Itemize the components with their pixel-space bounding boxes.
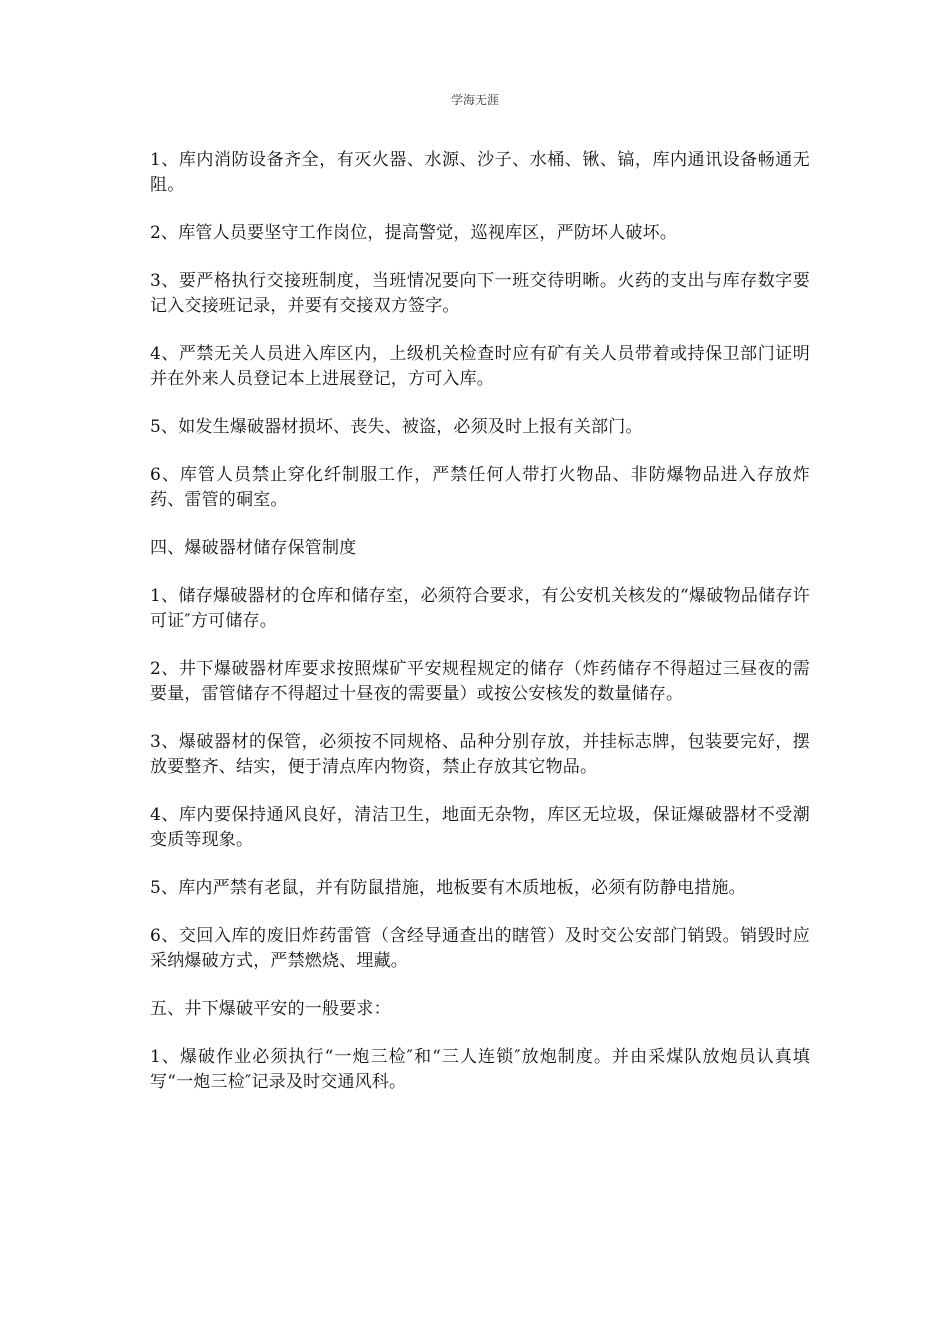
paragraph-access-control: 4、严禁无关人员进入库区内，上级机关检查时应有矿有关人员带着或持保卫部门证明并在外来人员登记本上进展登记，方可入库。 (150, 344, 810, 389)
paragraph-blasting-checks: 1、爆破作业必须执行“一炮三检″和“三人连锁″放炮制度。并由采煤队放炮员认真填写“一炮三检″记录及时交通风科。 (150, 1047, 810, 1092)
paragraph-storage-permit: 1、储存爆破器材的仓库和储存室，必须符合要求，有公安机关核发的“爆破物品储存许可证″方可储存。 (150, 586, 810, 631)
page-header: 学海无涯 (450, 93, 499, 107)
section-heading-safety: 五、井下爆破平安的一般要求： (150, 999, 391, 1019)
paragraph-shift-handover: 3、要严格执行交接班制度，当班情况要向下一班交待明晰。火药的支出与库存数字要记入交接班记录，并要有交接双方签字。 (150, 271, 810, 316)
paragraph-fire-equipment: 1、库内消防设备齐全，有灭火器、水源、沙子、水桶、锹、镐，库内通讯设备畅通无阻。 (150, 150, 810, 195)
paragraph-rodent-control: 5、库内严禁有老鼠，并有防鼠措施，地板要有木质地板，必须有防静电措施。 (150, 878, 746, 898)
paragraph-storage-limits: 2、井下爆破器材库要求按照煤矿平安规程规定的储存（炸药储存不得超过三昼夜的需要量，雷管储存不得超过十昼夜的需要量）或按公安核发的数量储存。 (150, 659, 810, 704)
paragraph-clothing-rule: 6、库管人员禁止穿化纤制服工作，严禁任何人带打火物品、非防爆物品进入存放炸药、雷管的硐室。 (150, 465, 810, 510)
document-body (150, 148, 810, 1118)
paragraph-ventilation: 4、库内要保持通风良好，清洁卫生，地面无杂物，库区无垃圾，保证爆破器材不受潮变质等现象。 (150, 805, 810, 850)
paragraph-guard-duty: 2、库管人员要坚守工作岗位，提高警觉，巡视库区，严防坏人破坏。 (150, 223, 678, 243)
paragraph-loss-report: 5、如发生爆破器材损坏、丧失、被盗，必须及时上报有关部门。 (150, 417, 643, 437)
paragraph-classification: 3、爆破器材的保管，必须按不同规格、品种分别存放，并挂标志牌，包装要完好，摆放要整齐、结实，便于清点库内物资，禁止存放其它物品。 (150, 732, 810, 777)
section-heading-storage: 四、爆破器材储存保管制度 (150, 538, 357, 558)
paragraph-disposal: 6、交回入库的废旧炸药雷管（含经导通查出的瞎管）及时交公安部门销毁。销毁时应采纳爆破方式，严禁燃烧、埋藏。 (150, 926, 810, 971)
